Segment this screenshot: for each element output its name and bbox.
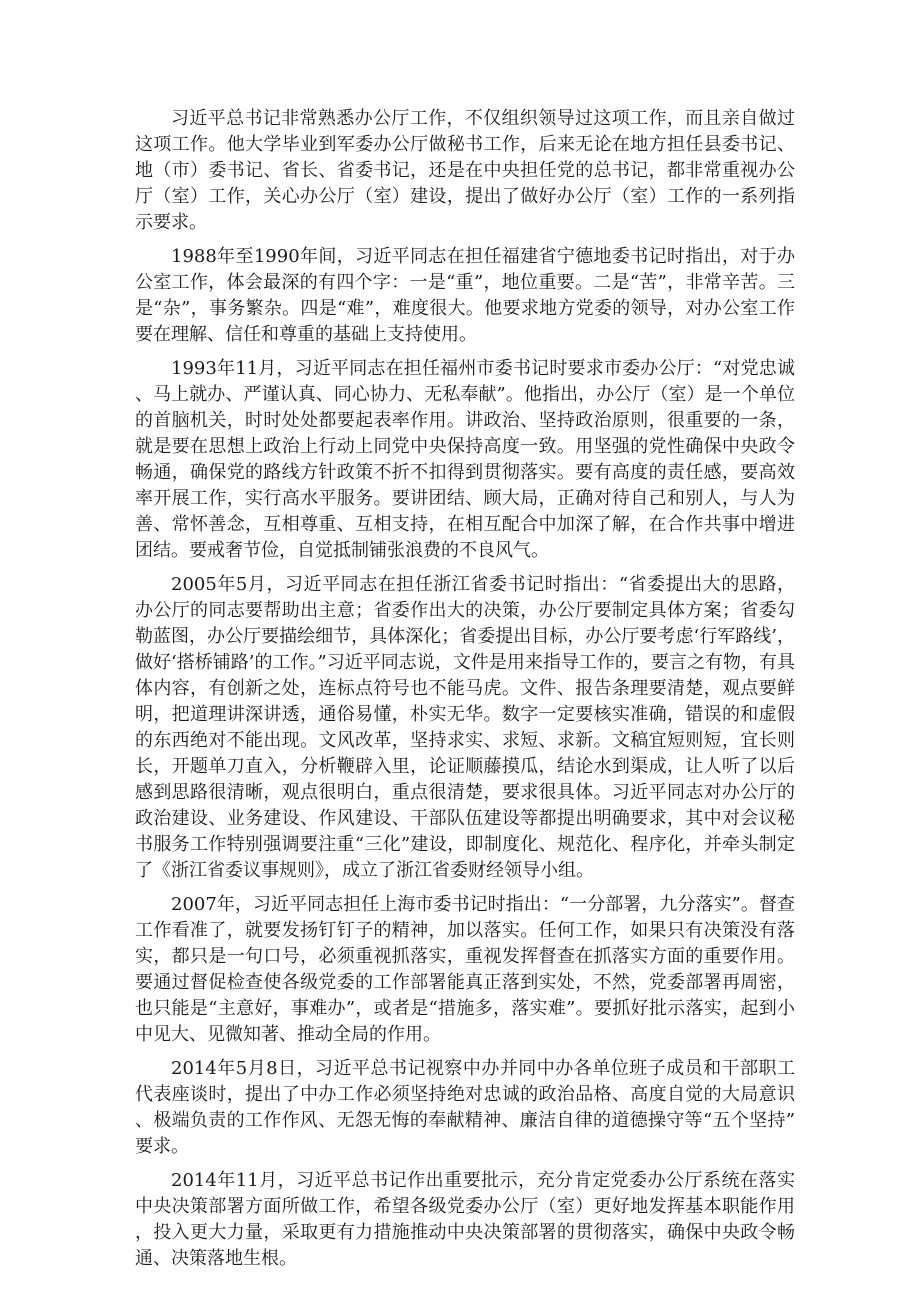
paragraph-1993: 1993年11月，习近平同志在担任福州市委书记时要求市委办公厅：“对党忠诚、马上就办、严谨认真、同心协力、无私奉献”。他指出，办公厅（室）是一个单位的首脑机关，时时处处都要起表率作用。讲政治、坚持政治原则，很重要的一条，就是要在思想上政治上行动上同党中央保持高度一致。用坚强的党性确保中央政令畅通，确保党的路线方针政策不折不扣得到贯彻落实。要有高度的责任感，要高效率开展工作，实行高水平服务。要讲团结、顾大局，正确对待自己和别人，与人为善、常怀善念，互相尊重、互相支持，在相互配合中加深了解，在合作共事中增进团结。要戒奢节俭，自觉抵制铺张浪费的不良风气。 [135,358,795,561]
paragraph-2014-may: 2014年5月8日，习近平总书记视察中办并同中办各单位班子成员和干部职工代表座谈时，提出了中办工作必须坚持绝对忠诚的政治品格、高度自觉的大局意识、极端负责的工作作风、无怨无悔的奉献精神、廉洁自律的道德操守等“五个坚持”要求。 [135,1058,795,1157]
paragraph-2007: 2007年，习近平同志担任上海市委书记时指出：“一分部署，九分落实”。督查工作看准了，就要发扬钉钉子的精神，加以落实。任何工作，如果只有决策没有落实，都只是一句口号，必须重视抓落实，重视发挥督查在抓落实方面的重要作用。要通过督促检查使各级党委的工作部署能真正落到实处，不然，党委部署再周密，也只能是“主意好，事难办”，或者是“措施多，落实难”。要抓好批示落实，起到小中见大、见微知著、推动全局的作用。 [135,894,795,1045]
document-page [135,106,795,1280]
paragraph-2005: 2005年5月，习近平同志在担任浙江省委书记时指出：“省委提出大的思路，办公厅的同志要帮助出主意；省委作出大的决策，办公厅要制定具体方案；省委勾勒蓝图，办公厅要描绘细节，具体深化；省委提出目标，办公厅要考虑‘行军路线’，做好‘搭桥铺路’的工作。”习近平同志说，文件是用来指导工作的，要言之有物，有具体内容，有创新之处，连标点符号也不能马虎。文件、报告条理要清楚，观点要鲜明，把道理讲深讲透，通俗易懂，朴实无华。数字一定要核实准确，错误的和虚假的东西绝对不能出现。文风改革，坚持求实、求短、求新。文稿宜短则短，宜长则长，开题单刀直入，分析鞭辟入里，论证顺藤摸瓜，结论水到渠成，让人听了以后感到思路很清晰，观点很明白，重点很清楚，要求很具体。习近平同志对办公厅的政治建设、业务建设、作风建设、干部队伍建设等都提出明确要求，其中对会议秘书服务工作特别强调要注重“三化”建设，即制度化、规范化、程序化，并牵头制定了《浙江省委议事规则》，成立了浙江省委财经领导小组。 [135,574,795,881]
paragraph-2014-nov: 2014年11月，习近平总书记作出重要批示，充分肯定党委办公厅系统在落实中央决策部署方面所做工作，希望各级党委办公厅（室）更好地发挥基本职能作用，投入更大力量，采取更有力措施推动中央决策部署的贯彻落实，确保中央政令畅通、决策落地生根。 [135,1170,795,1269]
paragraph-1988: 1988年至1990年间，习近平同志在担任福建省宁德地委书记时指出，对于办公室工作，体会最深的有四个字：一是“重”，地位重要。二是“苦”，非常辛苦。三是“杂”，事务繁杂。四是“难”，难度很大。他要求地方党委的领导，对办公室工作要在理解、信任和尊重的基础上支持使用。 [135,246,795,345]
paragraph-intro: 习近平总书记非常熟悉办公厅工作，不仅组织领导过这项工作，而且亲自做过这项工作。他大学毕业到军委办公厅做秘书工作，后来无论在地方担任县委书记、地（市）委书记、省长、省委书记，还是在中央担任党的总书记，都非常重视办公厅（室）工作，关心办公厅（室）建设，提出了做好办公厅（室）工作的一系列指示要求。 [135,108,795,233]
